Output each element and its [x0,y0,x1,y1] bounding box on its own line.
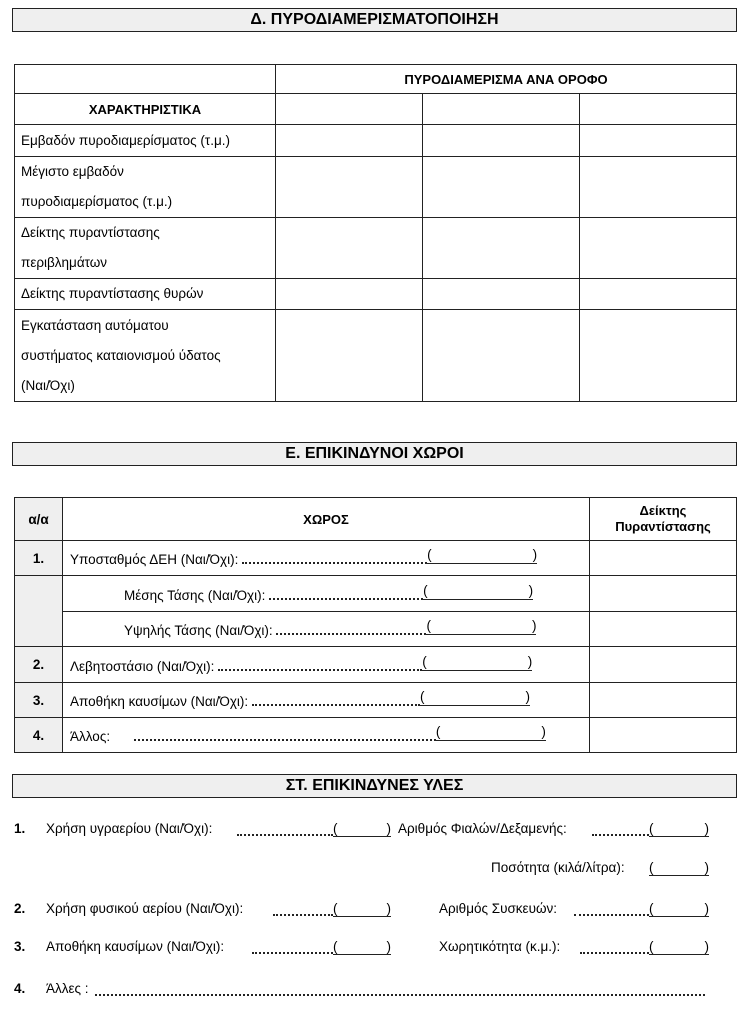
answer-line[interactable] [276,621,426,635]
row-number: 2. [15,647,63,683]
space-item [63,683,590,718]
lpg-use-line[interactable] [237,822,333,836]
row-number [15,576,63,647]
row-label-line: συστήματος καταιονισμού ύδατος [21,347,221,363]
natural-gas-line[interactable] [273,902,333,916]
space-item [63,612,590,647]
space-item [63,647,590,683]
fuel-storage-label: Αποθήκη καυσίμων (Ναι/Όχι): [46,939,225,954]
lpg-use-label: Χρήση υγραερίου (Ναι/Όχι): [46,821,213,836]
answer-line[interactable] [134,727,436,741]
floor-cell[interactable] [580,125,737,157]
floor-cell[interactable] [276,279,423,310]
floor-cell[interactable] [423,310,580,402]
st-row-number: 3. [14,939,26,954]
fire-resistance-header [590,498,737,541]
row-label-line: Εγκατάσταση αυτόματου [21,317,169,333]
row-number: 4. [15,718,63,753]
fire-resistance-cell[interactable] [590,718,737,753]
st-row-4 [0,978,750,1000]
floor-cell[interactable] [580,310,737,402]
lpg-use-paren[interactable] [333,822,391,837]
row-number: 3. [15,683,63,718]
cylinders-label: Αριθμός Φιαλών/Δεξαμενής: [398,821,567,836]
fire-resistance-header-line: Πυραντίστασης [615,519,711,534]
fire-resistance-header-line: Δείκτης [639,503,687,518]
fire-resistance-cell[interactable] [590,647,737,683]
aa-header: α/α [15,498,63,541]
row-label-line: πυροδιαμερίσματος (τ.μ.) [21,194,173,209]
answer-parenthesis[interactable] [422,656,532,671]
answer-line[interactable] [218,657,422,671]
cylinders-paren[interactable] [649,822,709,837]
fire-compartment-table [14,64,737,402]
characteristics-header: ΧΑΡΑΚΤΗΡΙΣΤΙΚΑ [15,94,276,125]
row-label [15,279,276,310]
devices-label: Αριθμός Συσκευών: [439,901,557,916]
floor-cell[interactable] [580,279,737,310]
floor-cell[interactable] [580,218,737,279]
answer-parenthesis[interactable] [427,549,537,564]
natural-gas-paren[interactable] [333,902,391,917]
st-row-1 [0,818,750,840]
st-row-number: 4. [14,981,26,996]
row-label [15,157,276,218]
quantity-paren[interactable] [649,861,709,876]
answer-parenthesis[interactable] [423,585,533,600]
answer-line[interactable] [252,692,420,706]
capacity-label: Χωρητικότητα (κ.μ.): [439,939,561,954]
natural-gas-label: Χρήση φυσικού αερίου (Ναι/Όχι): [46,901,244,916]
st-row-number: 2. [14,901,26,916]
floor-cell[interactable] [276,310,423,402]
row-label [15,218,276,279]
answer-line[interactable] [269,586,423,600]
row-label-line: (Ναι/Όχι) [21,377,75,393]
capacity-line[interactable] [580,940,649,954]
floor-cell[interactable] [423,94,580,125]
row-label [15,310,276,402]
floor-cell[interactable] [276,125,423,157]
fire-resistance-cell[interactable] [590,541,737,576]
row-label-line: Μέγιστο εμβαδόν [21,164,124,179]
floor-cell[interactable] [423,157,580,218]
fuel-storage-line[interactable] [252,940,333,954]
section-e-title: Ε. ΕΠΙΚΙΝΔΥΝΟΙ ΧΩΡΟΙ [12,442,737,466]
space-label: Υψηλής Τάσης (Ναι/Όχι): [124,623,273,638]
cylinders-line[interactable] [592,822,649,836]
answer-line[interactable] [242,550,427,564]
fire-resistance-cell[interactable] [590,683,737,718]
row-label-line: Δείκτης πυραντίστασης θυρών [21,286,204,301]
section-d-title: Δ. ΠΥΡΟΔΙΑΜΕΡΙΣΜΑΤΟΠΟΙΗΣΗ [12,8,737,32]
row-label-line: περιβλημάτων [21,255,108,270]
space-item [63,718,590,753]
row-label-line: Δείκτης πυραντίστασης [21,225,160,240]
space-item [63,541,590,576]
row-label [15,125,276,157]
group-header: ΠΥΡΟΔΙΑΜΕΡΙΣΜΑ ΑΝΑ ΟΡΟΦΟ [276,65,737,94]
floor-cell[interactable] [423,279,580,310]
capacity-paren[interactable] [649,940,709,955]
space-header: ΧΩΡΟΣ [63,498,590,541]
space-label: Μέσης Τάσης (Ναι/Όχι): [124,587,266,603]
floor-cell[interactable] [276,218,423,279]
answer-parenthesis[interactable] [426,620,536,635]
floor-cell[interactable] [423,218,580,279]
space-label: Άλλος: [70,729,111,744]
floor-cell[interactable] [580,157,737,218]
space-label: Υποσταθμός ΔΕΗ (Ναι/Όχι): [70,552,239,567]
other-label: Άλλες : [46,981,89,996]
floor-cell[interactable] [423,125,580,157]
fuel-storage-paren[interactable] [333,940,391,955]
floor-cell[interactable] [276,157,423,218]
fire-resistance-cell[interactable] [590,576,737,612]
hazardous-spaces-table [14,497,737,753]
row-label-line: Εμβαδόν πυροδιαμερίσματος (τ.μ.) [21,132,230,148]
devices-line[interactable] [574,902,649,916]
space-label: Λεβητοστάσιο (Ναι/Όχι): [70,658,215,674]
st-row-number: 1. [14,821,26,836]
st-row-1b [0,857,750,879]
floor-cell[interactable] [580,94,737,125]
section-st-title: ΣΤ. ΕΠΙΚΙΝΔΥΝΕΣ ΥΛΕΣ [12,774,737,798]
st-row-2 [0,898,750,920]
quantity-label: Ποσότητα (κιλά/λίτρα): [491,860,625,875]
fire-resistance-cell[interactable] [590,612,737,647]
answer-parenthesis[interactable] [420,691,530,706]
floor-cell[interactable] [276,94,423,125]
other-line[interactable] [95,982,705,996]
answer-parenthesis[interactable] [436,726,546,741]
st-row-3 [0,936,750,958]
empty-corner-cell [15,65,276,94]
devices-paren[interactable] [649,902,709,917]
space-item [63,576,590,612]
row-number: 1. [15,541,63,576]
space-label: Αποθήκη καυσίμων (Ναι/Όχι): [70,694,249,709]
